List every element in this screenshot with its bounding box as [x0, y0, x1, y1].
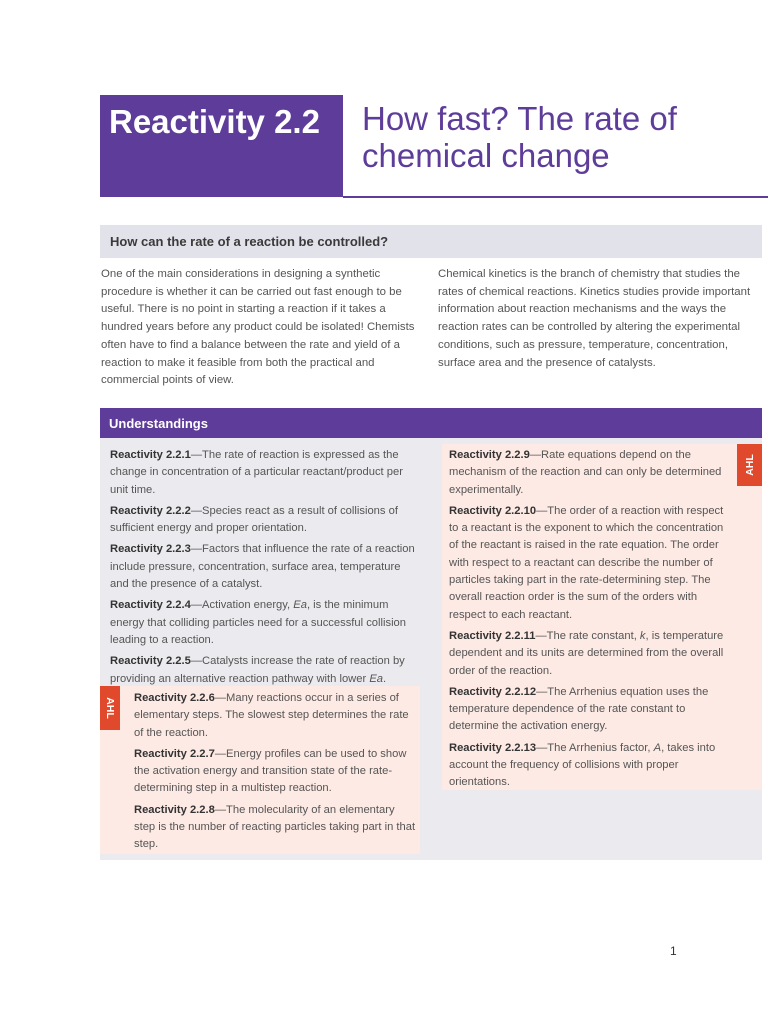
understandings-header	[100, 408, 762, 438]
understanding-code: Reactivity 2.2.12	[449, 685, 537, 698]
page-number: 1	[670, 944, 677, 958]
understanding-code: Reactivity 2.2.8	[134, 803, 215, 816]
understanding-text: , takes into account the frequency of collisions with proper orientations.	[449, 741, 716, 789]
rate-constant-symbol: k	[639, 629, 646, 642]
guiding-question: How can the rate of a reaction be controlled?	[110, 234, 389, 249]
understanding-code: Reactivity 2.2.3	[110, 543, 191, 556]
activation-energy-symbol: Ea	[369, 672, 384, 685]
understanding-item	[110, 653, 420, 688]
ahl-tab-left	[100, 686, 120, 730]
understanding-text: —Many reactions occur in a series of elementary steps. The slowest step determines the rate of the reaction.	[134, 692, 409, 739]
understanding-item	[110, 447, 420, 499]
understanding-item	[110, 503, 420, 538]
understanding-text: —The rate of reaction is expressed as the change in concentration of a particular reactant/product per unit time.	[110, 449, 403, 496]
ahl-tab-right	[737, 444, 762, 486]
chapter-code-box	[100, 95, 343, 197]
understanding-text: —The Arrhenius equation uses the temperature dependence of the rate constant to determine the activation energy.	[449, 685, 709, 733]
understanding-code: Reactivity 2.2.1	[110, 449, 191, 461]
understanding-text: , is the minimum energy that colliding particles need for a successful collision leading to a reaction.	[110, 599, 407, 646]
understanding-code: Reactivity 2.2.10	[449, 504, 537, 517]
chapter-title: How fast? The rate of chemical change	[362, 100, 677, 174]
intro-paragraph-left: One of the main considerations in designing a synthetic procedure is whether it can be carried out fast enough to be useful. There is no point in starting a reaction if it takes a hundred years before any product could be isolated! Chemists often have to find a balance between the rate and yield of a reaction to make it feasible from both the practical and commercial points of view.	[101, 268, 415, 387]
understanding-item	[449, 684, 733, 736]
understanding-text: —Factors that influence the rate of a reaction include pressure, concentration, surface area, temperature and the presence of a catalyst.	[110, 543, 415, 591]
understanding-code: Reactivity 2.2.4	[110, 599, 191, 612]
understandings-title: Understandings	[109, 416, 208, 431]
guiding-question-bar	[100, 225, 762, 258]
intro-paragraph-right: Chemical kinetics is the branch of chemistry that studies the rates of chemical reactions. Kinetics studies provide important information about reaction mechanisms and the ways the reaction rates can be controlled by altering the experimental conditions, such as pressure, temperature, concentration, surface area and the presence of catalysts.	[438, 268, 751, 369]
understanding-code: Reactivity 2.2.2	[110, 504, 191, 517]
ahl-column-right	[449, 447, 733, 796]
understanding-text: —The Arrhenius factor,	[536, 741, 654, 754]
understanding-item	[449, 447, 733, 499]
understanding-item	[110, 541, 420, 593]
understanding-item	[449, 740, 733, 792]
ahl-tab-right-label: AHL	[743, 454, 756, 476]
ahl-tab-left-label: AHL	[104, 697, 116, 719]
understanding-text: —Rate equations depend on the mechanism of the reaction and can only be determined experimentally.	[449, 449, 722, 496]
understanding-text: —The molecularity of an elementary step is the number of reacting particles taking part in that step.	[134, 803, 416, 851]
understanding-code: Reactivity 2.2.6	[134, 692, 215, 704]
understanding-item	[449, 503, 733, 624]
understanding-text: , is temperature dependent and its units are determined from the overall order of the reaction.	[449, 629, 724, 677]
understanding-code: Reactivity 2.2.11	[449, 629, 536, 642]
understanding-code: Reactivity 2.2.7	[134, 747, 215, 760]
chapter-code: Reactivity 2.2	[109, 103, 320, 140]
ahl-column-left	[134, 690, 418, 858]
understanding-item	[134, 802, 418, 854]
understanding-text: —Activation energy,	[190, 599, 294, 612]
understanding-item	[449, 628, 733, 680]
understanding-text: —The order of a reaction with respect to a reactant is the exponent to which the concentration of the reactant is raised in the rate equation. The order with respect to a reactant can describe the number of particles taking part in the rate-determining step. The overall reaction order is the sum of the orders with respect to each reactant.	[449, 504, 724, 621]
activation-energy-symbol: Ea	[293, 599, 307, 612]
understanding-item	[110, 597, 420, 649]
understanding-code: Reactivity 2.2.9	[449, 449, 530, 461]
arrhenius-factor-symbol: A	[653, 741, 662, 754]
understanding-code: Reactivity 2.2.13	[449, 741, 537, 754]
understanding-code: Reactivity 2.2.5	[110, 655, 191, 668]
understandings-column-left	[110, 447, 420, 692]
understanding-text: —Species react as a result of collisions of sufficient energy and proper orientation.	[110, 504, 398, 535]
understanding-item	[134, 746, 418, 798]
header-rule	[343, 196, 768, 198]
understanding-text: —The rate constant,	[535, 629, 640, 642]
understanding-text: —Energy profiles can be used to show the activation energy and transition state of the rate-determining step in a multistep reaction.	[134, 747, 407, 795]
understanding-item	[134, 690, 418, 742]
understanding-text: .	[383, 672, 387, 685]
understanding-text: —Catalysts increase the rate of reaction by providing an alternative reaction pathway with lower	[110, 655, 405, 685]
